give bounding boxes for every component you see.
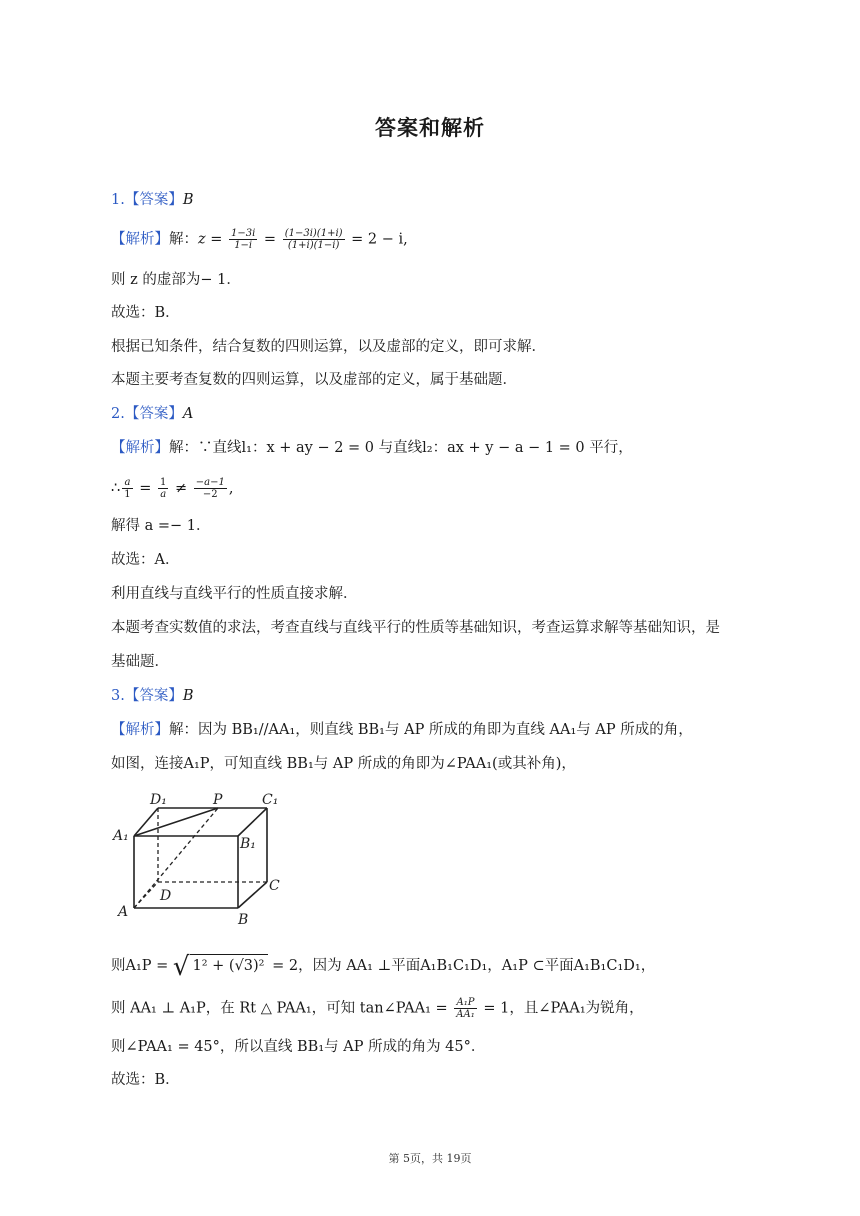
q1-line-2: 则 z 的虚部为− 1．: [111, 272, 241, 288]
edge-b-c: [238, 882, 267, 908]
q2-fb-num: 1: [159, 477, 167, 488]
label-c1: C₁: [262, 792, 279, 808]
q1-f1-num: 1−3i: [231, 228, 256, 239]
q3-line-4: [111, 997, 644, 1020]
page-title: 答案和解析: [375, 116, 485, 140]
q1-z: z: [198, 231, 206, 248]
q1-answer: B: [182, 192, 194, 208]
q2-line-3: 解得 a =− 1．: [111, 518, 211, 534]
q2-fraction-c: [194, 477, 227, 500]
edge-b1-c1: [238, 808, 267, 836]
q1-f2-num: (1−3i)(1+i): [284, 228, 343, 239]
q3-l4-pre: 则 AA₁ ⊥ A₁P，在 Rt △ PAA₁，可知 tan∠PAA₁ =: [111, 1000, 453, 1017]
label-d: D: [160, 888, 172, 904]
q1-f1-den: 1−i: [234, 240, 253, 251]
q1-result: = 2 − i,: [346, 231, 408, 248]
q1-fraction-1: [229, 228, 257, 251]
edge-a-d-hidden: [134, 882, 158, 908]
q2-answer-label: 2.【答案】: [111, 406, 183, 422]
q3-line-2: 如图，连接A₁P，可知直线 BB₁与 AP 所成的角即为∠PAA₁(或其补角)，: [111, 756, 576, 772]
q2-line-6: 本题考查实数值的求法，考查直线与直线平行的性质等基础知识，考查运算求解等基础知识，是: [111, 620, 720, 636]
q1-header: [111, 190, 194, 210]
label-p: P: [213, 792, 223, 808]
q2-l2-end: ,: [228, 480, 234, 497]
label-d1: D₁: [150, 792, 167, 808]
q2-therefore: ∴: [111, 480, 121, 497]
q2-eq: =: [134, 480, 156, 497]
q2-fc-num: −a−1: [195, 477, 225, 488]
label-a1: A₁: [113, 828, 129, 844]
q3-l4-post: = 1，且∠PAA₁为锐角，: [478, 1000, 644, 1017]
q2-fb-den: a: [160, 489, 167, 500]
q2-fa-den: 1: [124, 489, 131, 500]
q2-neq: ≠: [170, 480, 192, 497]
q3-line-1: [111, 720, 693, 740]
label-b: B: [238, 912, 249, 926]
q3-l3-pre: 则A₁P =: [111, 958, 173, 974]
q2-line-2: [111, 477, 233, 500]
label-c: C: [269, 878, 280, 894]
q2-fraction-b: [158, 477, 168, 500]
q1-eq: =: [205, 231, 228, 248]
q2-line-5: 利用直线与直线平行的性质直接求解．: [111, 586, 358, 602]
q2-line-4: 故选：A．: [111, 552, 180, 568]
q1-answer-label: 1.【答案】: [111, 192, 183, 208]
q3-answer: B: [182, 688, 194, 704]
q1-l1-pre: 解：: [169, 231, 198, 248]
q1-eq-2: =: [259, 231, 281, 248]
q1-fraction-2: [283, 228, 345, 251]
q3-line-6: 故选：B．: [111, 1072, 180, 1088]
q3-l1-text: 解：因为 BB₁//AA₁，则直线 BB₁与 AP 所成的角即为直线 AA₁与 AP 所成的角，: [169, 722, 693, 738]
q2-header: [111, 404, 193, 424]
q3-analysis-tag: 【解析】: [111, 722, 169, 738]
q3-f-num: A₁P: [454, 997, 476, 1009]
segment-a-p-hidden: [134, 808, 218, 908]
cuboid-figure: [110, 790, 290, 926]
q3-sqrt-content: 1² + (√3)²: [190, 954, 268, 976]
q1-line-4: 根据已知条件，结合复数的四则运算，以及虚部的定义，即可求解．: [111, 339, 546, 355]
q3-f-den: AA₁: [456, 1009, 475, 1020]
label-a: A: [118, 904, 129, 920]
sqrt-icon: √: [172, 952, 190, 982]
q3-line-3: [111, 952, 656, 982]
q3-fraction: [454, 997, 476, 1020]
q3-answer-label: 3.【答案】: [111, 688, 183, 704]
q2-analysis-tag: 【解析】: [111, 440, 169, 456]
q3-header: [111, 686, 194, 706]
page-footer: 第 5页，共 19页: [388, 1152, 472, 1165]
q1-line-3: 故选：B．: [111, 305, 180, 321]
q3-line-5: 则∠PAA₁ = 45°，所以直线 BB₁与 AP 所成的角为 45°．: [111, 1039, 486, 1055]
q1-line-1: [111, 228, 408, 251]
q1-analysis-tag: 【解析】: [111, 231, 169, 248]
q3-l3-post: = 2，因为 AA₁ ⊥平面A₁B₁C₁D₁，A₁P ⊂平面A₁B₁C₁D₁，: [267, 958, 656, 974]
q2-fraction-a: [122, 477, 132, 500]
q2-line-7: 基础题．: [111, 654, 169, 670]
label-b1: B₁: [240, 836, 256, 852]
q2-answer: A: [182, 406, 194, 422]
q1-f2-den: (1+i)(1−i): [287, 240, 340, 251]
q2-fa-num: a: [122, 477, 132, 489]
q2-line-1: [111, 438, 633, 458]
q2-fc-den: −2: [202, 489, 218, 500]
q2-l1-text: 解：∵直线l₁：x + ay − 2 = 0 与直线l₂：ax + y − a − 1 = 0 平行，: [169, 440, 633, 456]
q1-line-5: 本题主要考查复数的四则运算，以及虚部的定义，属于基础题．: [111, 372, 517, 388]
